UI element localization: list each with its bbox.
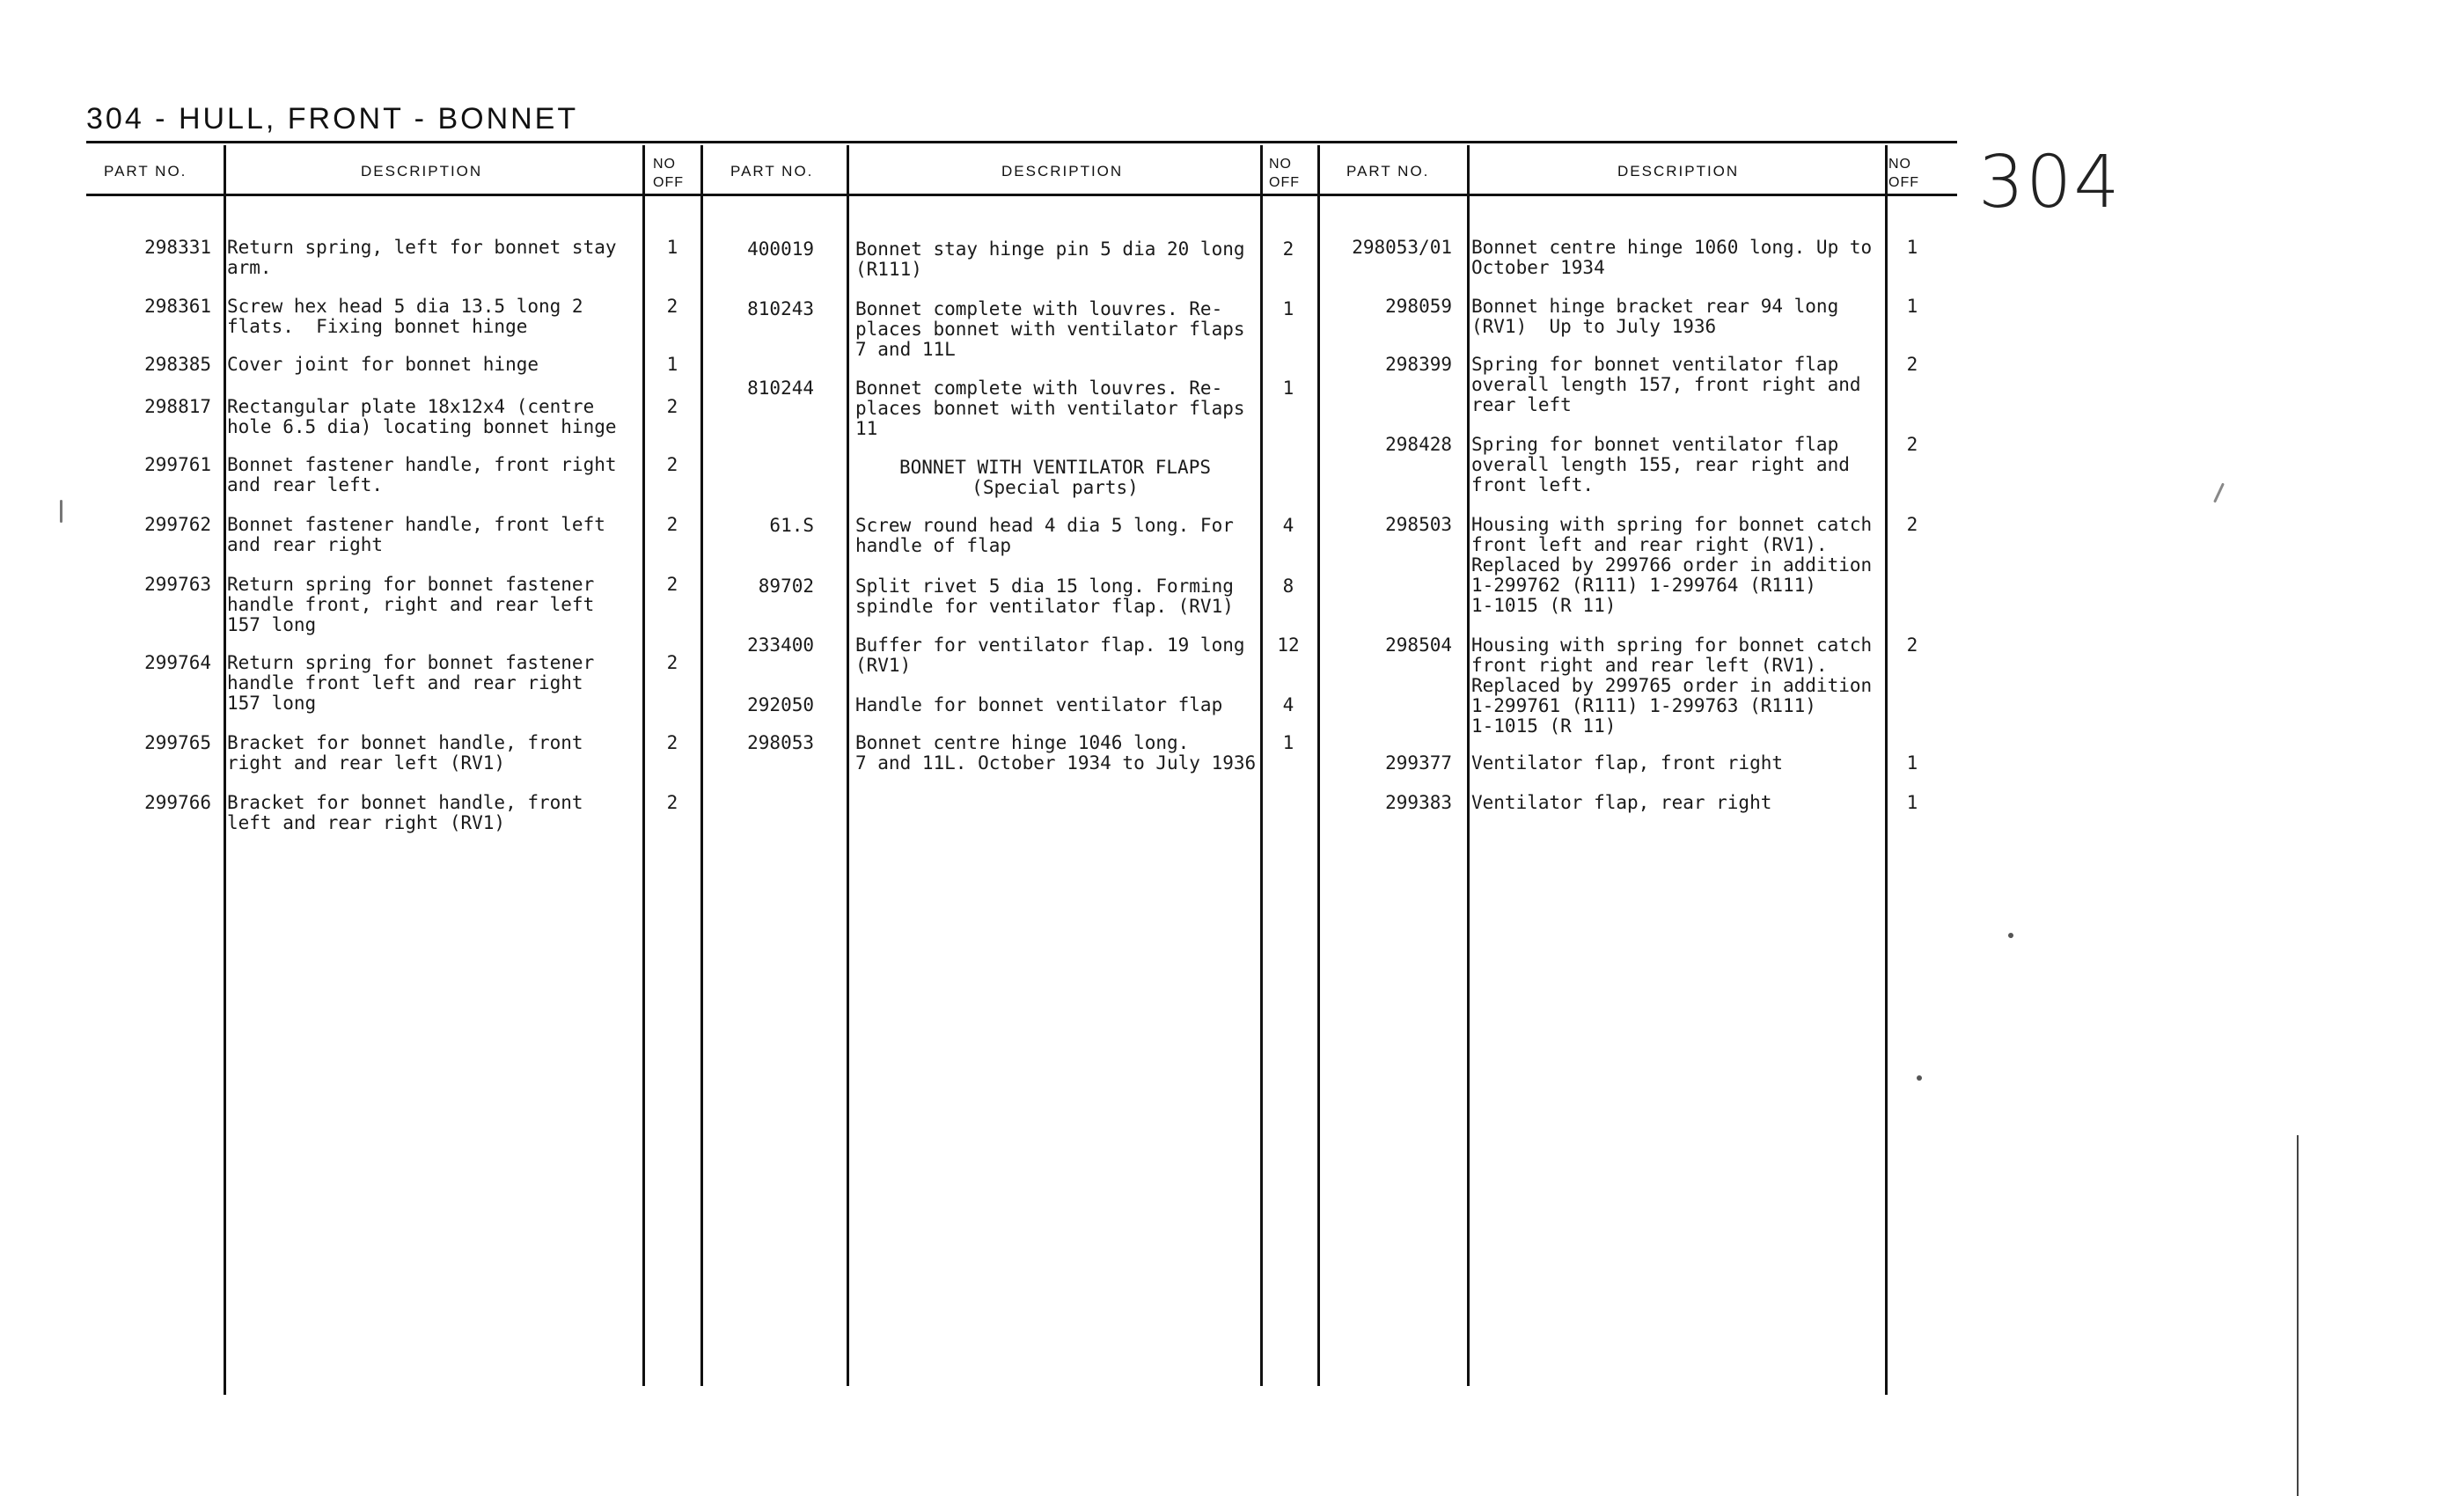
quantity: 4: [1282, 515, 1294, 536]
quantity: 2: [1906, 634, 1918, 656]
scan-speck: [60, 500, 62, 523]
header-no: NO: [653, 157, 676, 172]
header-rule: [86, 194, 1957, 196]
part-number: 299762: [144, 514, 211, 535]
part-number: 298053: [747, 732, 814, 753]
part-description: Return spring for bonnet fastener handle front left and rear right 157 long: [227, 652, 595, 714]
part-description: Bracket for bonnet handle, front left and rear right (RV1): [227, 792, 583, 833]
col-divider: [847, 145, 849, 1386]
quantity: 2: [666, 732, 678, 753]
header-description: DESCRIPTION: [1617, 163, 1740, 180]
quantity: 2: [666, 396, 678, 417]
part-description: Split rivet 5 dia 15 long. Forming spindle for ventilator flap. (RV1): [855, 576, 1234, 617]
part-number: 810244: [747, 378, 814, 399]
quantity: 1: [1906, 296, 1918, 317]
part-number: 810243: [747, 298, 814, 319]
part-description: Bonnet centre hinge 1046 long. 7 and 11L. October 1934 to July 1936: [855, 732, 1257, 774]
header-off: OFF: [1888, 175, 1919, 190]
title-rule: [86, 141, 1957, 143]
part-number: 292050: [747, 694, 814, 715]
scan-speck: [2008, 933, 2013, 938]
section-heading: BONNET WITH VENTILATOR FLAPS (Special parts): [898, 457, 1211, 498]
part-number: 298817: [144, 396, 211, 417]
part-description: Bonnet complete with louvres. Re- places bonnet with ventilator flaps 11: [855, 378, 1245, 439]
part-number: 299383: [1385, 792, 1452, 813]
part-description: Bonnet fastener handle, front left and rear right: [227, 514, 605, 555]
part-number: 298399: [1385, 354, 1452, 375]
quantity: 2: [666, 296, 678, 317]
part-description: Bracket for bonnet handle, front right and rear left (RV1): [227, 732, 583, 774]
quantity: 8: [1282, 576, 1294, 597]
quantity: 4: [1282, 694, 1294, 715]
part-description: Screw hex head 5 dia 13.5 long 2 flats. Fixing bonnet hinge: [227, 296, 583, 337]
quantity: 2: [666, 652, 678, 673]
header-no-off: [653, 155, 684, 192]
part-description: Bonnet fastener handle, front right and rear left.: [227, 454, 617, 495]
quantity: 1: [1906, 752, 1918, 774]
quantity: 2: [666, 454, 678, 475]
part-number: 400019: [747, 238, 814, 260]
part-number: 298428: [1385, 434, 1452, 455]
part-number: 298331: [144, 237, 211, 258]
quantity: 2: [666, 574, 678, 595]
header-description: DESCRIPTION: [1001, 163, 1124, 180]
col-divider: [1885, 145, 1888, 1395]
part-number: 298059: [1385, 296, 1452, 317]
quantity: 1: [1906, 237, 1918, 258]
page-title: 304 - HULL, FRONT - BONNET: [86, 102, 579, 136]
part-description: Ventilator flap, front right: [1471, 752, 1784, 774]
handwritten-page-number: 304: [1978, 141, 2122, 224]
header-off: OFF: [1269, 175, 1300, 190]
header-no-off: [1269, 155, 1300, 192]
part-number: 61.S: [769, 515, 814, 536]
quantity: 1: [1282, 732, 1294, 753]
quantity: 1: [1282, 378, 1294, 399]
part-number: 298385: [144, 354, 211, 375]
part-number: 89702: [758, 576, 814, 597]
quantity: 2: [666, 792, 678, 813]
part-description: Bonnet hinge bracket rear 94 long (RV1) Up to July 1936: [1471, 296, 1839, 337]
part-number: 298361: [144, 296, 211, 317]
header-off: OFF: [653, 175, 684, 190]
part-number: 298503: [1385, 514, 1452, 535]
quantity: 1: [666, 354, 678, 375]
part-description: Bonnet stay hinge pin 5 dia 20 long (R111): [855, 238, 1245, 280]
part-description: Housing with spring for bonnet catch front right and rear left (RV1). Replaced by 299765 order in addition 1-299761 (R111) 1-299763 (R111) 1-1015 (R 11): [1471, 634, 1873, 737]
part-number: 298504: [1385, 634, 1452, 656]
col-divider: [1467, 145, 1470, 1386]
header-no-off: [1888, 155, 1919, 192]
part-description: Buffer for ventilator flap. 19 long (RV1): [855, 634, 1245, 676]
part-description: Cover joint for bonnet hinge: [227, 354, 539, 375]
part-number: 299377: [1385, 752, 1452, 774]
quantity: 2: [1906, 354, 1918, 375]
part-number: 298053/01: [1352, 237, 1452, 258]
part-number: 233400: [747, 634, 814, 656]
part-description: Spring for bonnet ventilator flap overall length 157, front right and rear left: [1471, 354, 1861, 415]
quantity: 1: [1906, 792, 1918, 813]
quantity: 1: [666, 237, 678, 258]
part-number: 299765: [144, 732, 211, 753]
part-description: Ventilator flap, rear right: [1471, 792, 1772, 813]
col-divider: [642, 145, 645, 1386]
col-divider: [700, 145, 703, 1386]
part-number: 299763: [144, 574, 211, 595]
header-part-no: PART NO.: [730, 163, 814, 180]
header-description: DESCRIPTION: [361, 163, 483, 180]
quantity: 2: [1282, 238, 1294, 260]
part-number: 299761: [144, 454, 211, 475]
header-no: NO: [1888, 157, 1911, 172]
part-number: 299764: [144, 652, 211, 673]
part-description: Return spring for bonnet fastener handle front, right and rear left 157 long: [227, 574, 595, 635]
quantity: 2: [1906, 514, 1918, 535]
scan-speck: [1917, 1075, 1922, 1081]
col-divider: [224, 145, 226, 1395]
col-divider: [1260, 145, 1263, 1386]
header-part-no: PART NO.: [1346, 163, 1430, 180]
col-divider: [1317, 145, 1320, 1386]
part-number: 299766: [144, 792, 211, 813]
scan-speck: [2213, 482, 2225, 502]
quantity: 1: [1282, 298, 1294, 319]
quantity: 12: [1277, 634, 1300, 656]
part-description: Bonnet centre hinge 1060 long. Up to October 1934: [1471, 237, 1873, 278]
part-description: Screw round head 4 dia 5 long. For handle of flap: [855, 515, 1234, 556]
part-description: Bonnet complete with louvres. Re- places bonnet with ventilator flaps 7 and 11L: [855, 298, 1245, 360]
part-description: Spring for bonnet ventilator flap overall length 155, rear right and front left.: [1471, 434, 1850, 495]
header-no: NO: [1269, 157, 1292, 172]
part-description: Rectangular plate 18x12x4 (centre hole 6.5 dia) locating bonnet hinge: [227, 396, 617, 437]
quantity: 2: [1906, 434, 1918, 455]
part-description: Return spring, left for bonnet stay arm.: [227, 237, 617, 278]
header-part-no: PART NO.: [104, 163, 187, 180]
part-description: Handle for bonnet ventilator flap: [855, 694, 1223, 715]
quantity: 2: [666, 514, 678, 535]
part-description: Housing with spring for bonnet catch front left and rear right (RV1). Replaced by 299766 order in addition 1-299762 (R111) 1-299764 (R111) 1-1015 (R 11): [1471, 514, 1873, 616]
page-edge-line: [2297, 1135, 2299, 1496]
